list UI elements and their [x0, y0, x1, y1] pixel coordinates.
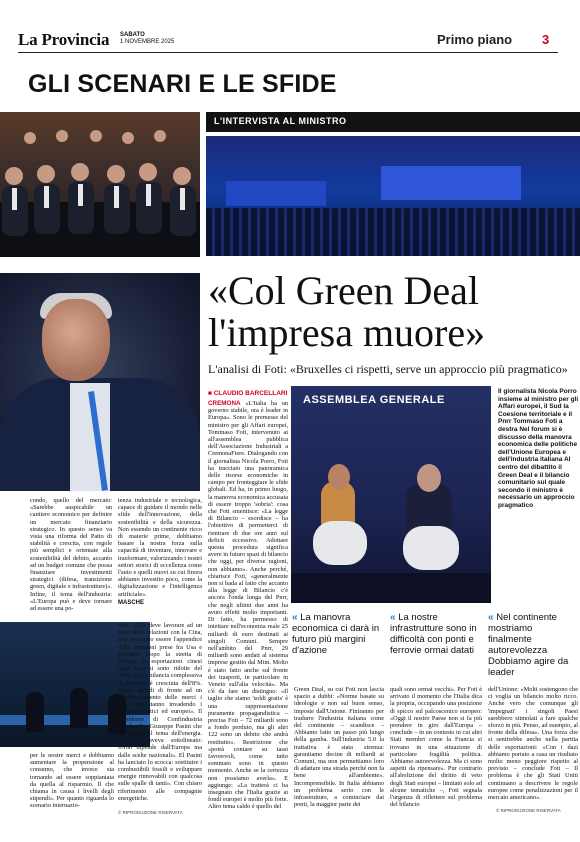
body-bottom-left: nale, «l'Ue deve lavorare ad un reset delle relazioni con la Cina, non possiamo essere l'appendice delle decisioni prese fra Usa e Pechino. Dopo la stretta di Trump, le esportazioni cinesi negli Usa si sono ridotte del 26%. Ma la bilancia complessiva di Pechino è cresciuta dell'8%. Siamo quindi di fronte ad un reindirizzamento delle merci i mesi che stanno invadendo i mercati asiatici ed europei». Il presidente di Confindustria Lombardia, Giuseppe Pasini che ha toccato il tema dell'energia. Gentiloni aveva sottolineato: «Non dipende dall'Europa ma dalle scelte nazionali». El Pasini ha lanciato lo scocca: sostituire i combustibili fossili e sviluppare energie rinnovabili con qualcosa sulle spalle di tanti». Con chiaro riferimento alle compagnie energetiche. [118, 622, 202, 802]
masthead-rule [18, 52, 558, 53]
masthead-logo: La Provincia [18, 30, 110, 49]
body-left-upper: condo, quello del mercato: «Sarebbe auspicabile un cantiere economico per definire un mercato finanziario strategico. In questo senso va vista una riforma del Patto di stabilità e crescita, con regole più semplici e orientate alla sostenibilità del debito, accanto ad un budget comune che possa finanziare investimenti strategici (difesa, transizione green, digitale e infrastrutture)». Infine, il tema dell'industria: «L'Europa può e deve tornare ad essere una po- [30, 497, 112, 613]
photo-caption: Il giornalista Nicola Porro insieme al ministro per gli Affari europei, il Sud la Coesione territoriale e il Pnrr Tommaso Foti a destra Nel forum si è discusso della manovra economica delle politiche dell'Unione Europea e dell'industria italiana Al centro del dibattito il Green Deal e il bilancio comunitario sul quale secondo il ministro è necessario un approccio pragmatico [498, 388, 579, 509]
section-kicker: GLI SCENARI E LE SFIDE [28, 70, 337, 98]
deck: L'analisi di Foti: «Bruxelles ci rispetti, serve un approccio più pragmatico» [208, 362, 568, 376]
panel-brand: ASSEMBLEA GENERALE [303, 394, 445, 406]
photo-panel [291, 386, 491, 603]
quote-mark-icon: « [390, 612, 396, 623]
masthead-date [120, 32, 174, 46]
pull-quote-3: « Nel continente mostriamo finalmente autorevolezza Dobbiamo agire da leader [488, 612, 569, 678]
quote-mark-icon: « [488, 612, 494, 623]
pull-quote-1: « La manovra economica ci darà in futuro più margini d'azione [292, 612, 380, 656]
byline: ■ CLAUDIO BARCELLARI [208, 390, 288, 397]
masthead-weekday: SABATO [120, 32, 145, 38]
signature: MASCHE [118, 600, 145, 606]
quote-mark-icon: « [292, 612, 298, 623]
byline-author: CLAUDIO BARCELLARI [213, 390, 288, 397]
hall-screen [381, 166, 521, 200]
copyright-left: © RIPRODUZIONE RISERVATA [118, 810, 183, 815]
section-name: Primo piano [437, 32, 513, 47]
photo-minister [0, 273, 200, 491]
body-bottom-far: per le nostre merci e dobbiamo aumentare la propensione al consumo, che invece sta tornando ad essere soppiantata da quella al risparmio. Il che chiama in causa i livelli degli stipendi». Per quanto riguarda lo scenario internazio- [30, 752, 114, 808]
copyright-right: © RIPRODUZIONE RISERVATA [496, 808, 561, 813]
body-col4: dell'Unione: «Molti sostengono che ci voglia un bilancio molto ricco. Anche vero che comunque gli 'impegnati' i singoli Paesi sarebbero stimolati a fare qualche sforzo in più. Penso, ad esempio, al fronte della difesa». Una forza che si sentirebbe anche nella partita delle esportazioni: «Con i dazi abbiamo portato a casa un risultato molto meno peggiore rispetto al previsto – conclude Foti – Il problema è che gli Stati Uniti continuano a descrivere le regole europee come penalizzazioni per il mercato americano». [488, 686, 578, 802]
photo-hall [206, 136, 580, 256]
page-number: 3 [542, 32, 550, 47]
interview-label: L'INTERVISTA AL MINISTRO [206, 112, 580, 132]
hall-crowd [206, 208, 580, 256]
masthead-date-text: 1 NOVEMBRE 2025 [120, 39, 175, 45]
body-mid-upper: tenza industriale e tecnologica, capace di guidare il mondo nelle sfide dell'innovazione, della sostenibilità e della sicurezza. Non essendo un continente ricco di materie prime, dobbiamo basare la nostra forza sulla capacità di inventare, innovare e trasformare, valorizzando i nostri settori storici di eccellenza come l'auto e quelli nuovi su cui finora abbiamo investito poco, come la digitalizzazione e l'intelligenza artificiale». [118, 497, 202, 597]
body-col1-text: «L'Italia ha un governo stabile, ora è leader in Europa». Sono le premesse del ministro per gli Affari europei, Tommaso Foti, intervenuto ai all'assemblea pubblica dell'Associazione Industriali a CremonaFiere. Dialogando con il giornalista Nicola Porro, Foti ha tracciato una panoramica delle risorse economiche in campo per fronteggiare le sfide globali. Ed ha, in primo luogo, la manovra economica accusata di essere troppo 'sobria': cosa che Foti smentisce: «La legge di Bilancio – esordisce – ha l'obiettivo di permetterci di rientrare di due ore anni sul deficit eccessivo. Adottare questa procedura significa avere in futuro spazi di bilancio che oggi, per diverse ragioni, non abbiamo». Anche perché, chiarisce Foti, «generalmente non si bada al fatto che accanto alla legge di Bilancio c'è ancora l'onda lunga del Pnrr, che negli ultimi due anni ha avuto effetti molto importanti. Di fatto, ha permesso di iniettare nell'economia reale 25 miliardi di euro destinati ai singoli Comuni. Sempre nell'ambito del Pnrr, 29 miliardi sono andati al sistema imprese gestito dal Mim. Molto è stato fatto anche sul fronte dei trasporti, in particolare in Veneto sull'alta velocità». Ma c'è da fare un distinguo: «Il taglio che siamo 'soldi gratis' è una rappresentazione puramente propagandistica – precisa Foti – 72 miliardi sono a fondo perduto, ma gli altri 122 sono un debito che andrà restituito». Restrizione che «potrà contare su tassi favorevoli, come tutto sommato sono in questo momento. Anche se la certezza non possiamo averla». E aggiunge: «La tratterà ci ha insegnato che l'Italia grazie ai fondi europei è molto più forte. Altro tema caldo è quello del [208, 400, 288, 810]
pull-quote-2: « La nostre infrastrutture sono in difficoltà con ponti e ferrovie ormai datati [390, 612, 477, 656]
dateline: CREMONA [208, 400, 241, 407]
body-col1 [208, 400, 288, 810]
body-col2: Green Deal, su cui Foti non lascia spazio a dubbi: «Norme basate su ideologie e non sul buon senso, imposte dall'Unione. Finiranno per tradurre l'industria italiana come del continente – scandisce – Abbiamo fatto un passo più lungo della gamba. Sull'industria 5.0 la trattativa è stata strenua: garantiamo decine di miliardi ai Comuni, ma non permettiamo loro di adattare una strada perché non fa bene all'ambiente». Incomprensibile. In Italia abbiamo un problema serio con le infrastrutture, a cominciare dai ponti, la maggior parte dei [294, 686, 384, 808]
body-col3: quali sono ormai vecchi». Per Foti è arrivato il momento che l'Italia dica la propria, occupando una posizione di spicco sul palcoscenico europeo: «Oggi il nostro Paese non si fa più prendere in giro dall'Europa – conclude – in un contesto in cui altri Stati membri come la Francia si trovano in una situazione di particolare fragilità politica. Abbiamo autorevolezza. Ma ci sono aspetti da ripensare». Pur contrario all'abolizione del diritto di veto degli Stati europei – limitato solo ad alcune tematiche –, Foti segnala l'urgenza di riflettere sul problema del bilancio [390, 686, 482, 808]
hall-screen-left [226, 181, 326, 206]
photo-audience [0, 112, 200, 257]
headline: «Col Green Deal l'impresa muore» [208, 268, 486, 355]
